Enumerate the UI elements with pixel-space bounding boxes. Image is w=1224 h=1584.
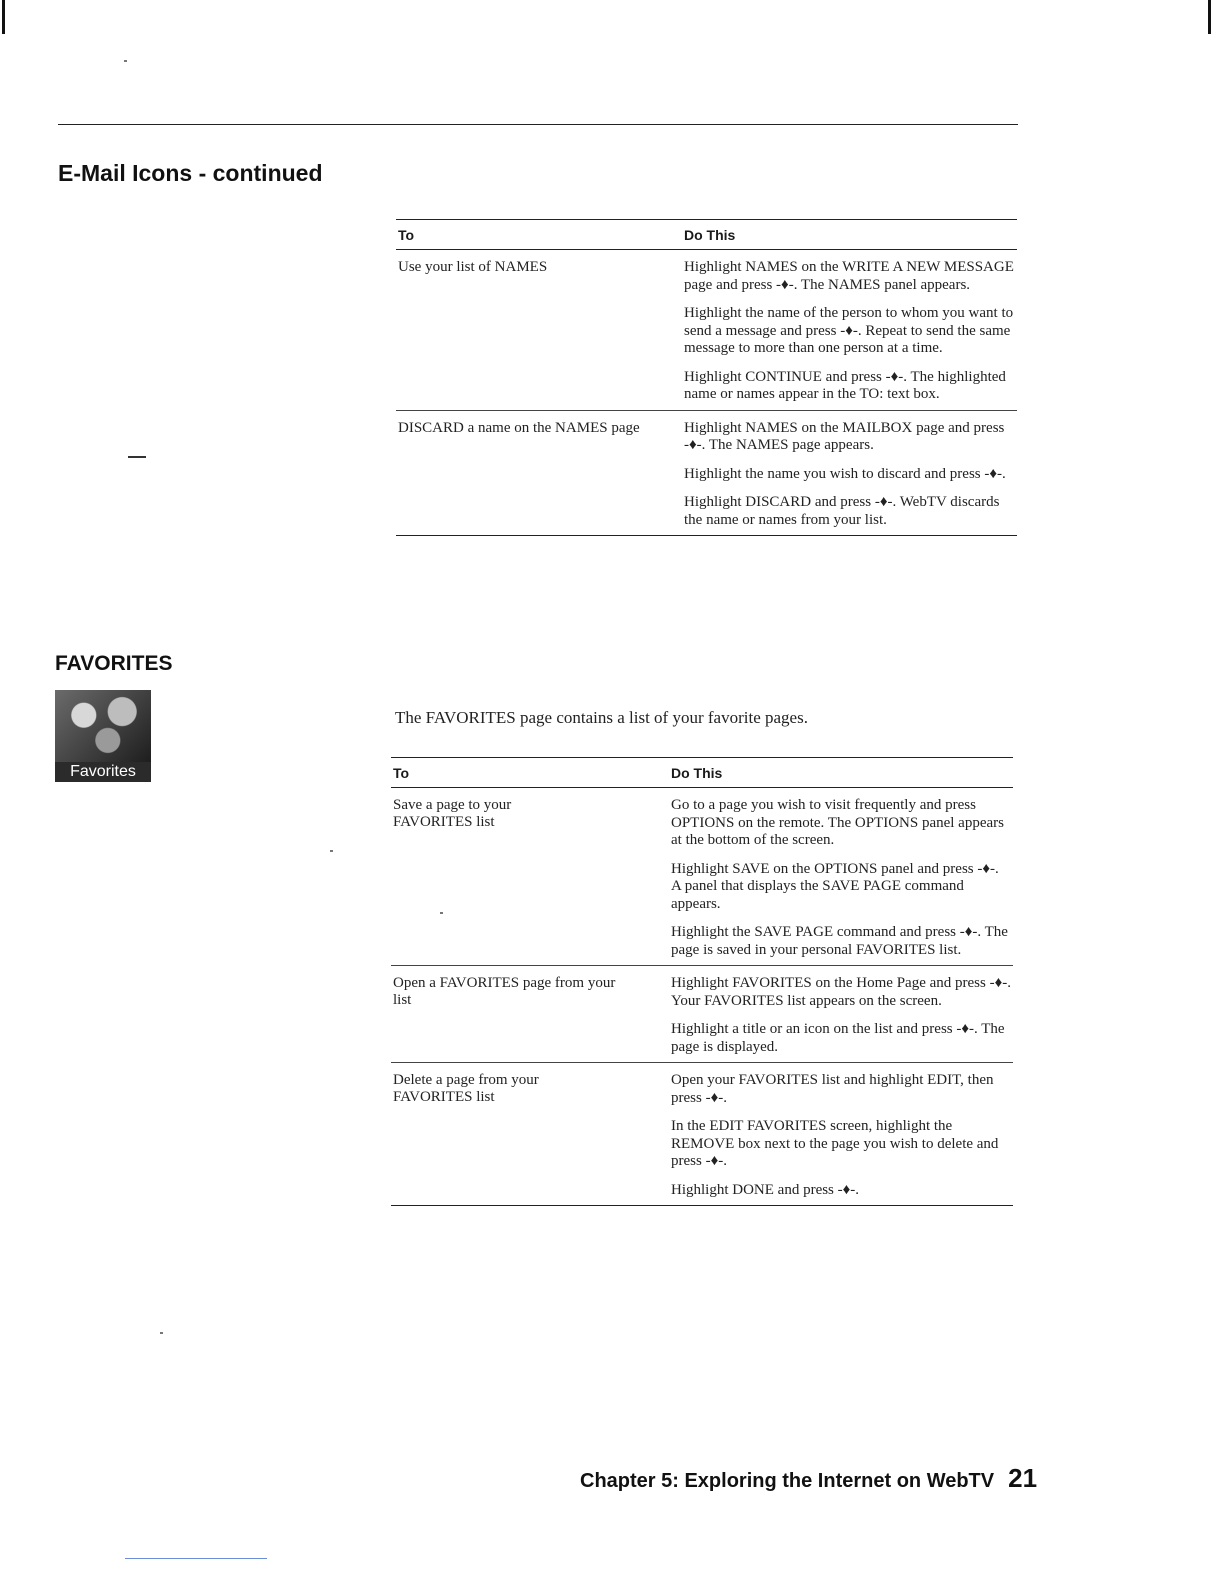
scan-speck bbox=[124, 60, 127, 62]
email-names-table bbox=[396, 219, 1017, 536]
step-text: Highlight DISCARD and press -♦-. WebTV discards the name or names from your list. bbox=[684, 494, 1000, 528]
step-text: Highlight CONTINUE and press -♦-. The highlighted name or names appear in the TO: text box. bbox=[684, 368, 1006, 402]
favorites-icon bbox=[55, 690, 151, 782]
step-text: Highlight SAVE on the OPTIONS panel and press -♦-. A panel that displays the SAVE PAGE command appears. bbox=[671, 860, 999, 912]
favorites-table bbox=[391, 757, 1013, 1206]
table-row bbox=[396, 411, 1017, 537]
step-text: Highlight NAMES on the MAILBOX page and press -♦-. The NAMES page appears. bbox=[684, 419, 1005, 453]
page-footer bbox=[580, 1463, 1037, 1494]
column-header-to: To bbox=[398, 227, 415, 243]
row-task: Delete a page from your FAVORITES list bbox=[393, 1072, 539, 1105]
row-task: Save a page to your FAVORITES list bbox=[393, 797, 512, 830]
step-text: Highlight FAVORITES on the Home Page and press -♦-. Your FAVORITES list appears on the screen. bbox=[671, 975, 1011, 1009]
table-row bbox=[396, 250, 1017, 411]
step-text: Highlight DONE and press -♦-. bbox=[671, 1181, 860, 1198]
page-number: 21 bbox=[1008, 1463, 1038, 1493]
step-text: Highlight the name you wish to discard and press -♦-. bbox=[684, 465, 1006, 482]
row-steps bbox=[684, 259, 1014, 404]
step-text: Highlight the SAVE PAGE command and press -♦-. The page is saved in your personal FAVORITES list. bbox=[671, 924, 1008, 958]
email-icons-heading: E-Mail Icons - continued bbox=[58, 160, 323, 186]
column-header-to: To bbox=[393, 765, 410, 781]
row-steps bbox=[671, 1072, 1013, 1199]
row-steps bbox=[671, 797, 1011, 959]
row-task: DISCARD a name on the NAMES page bbox=[398, 419, 640, 436]
scan-speck bbox=[330, 850, 333, 852]
bottom-blue-line bbox=[125, 1558, 267, 1559]
step-text: Highlight a title or an icon on the list and press -♦-. The page is displayed. bbox=[671, 1021, 1005, 1055]
step-text: Go to a page you wish to visit frequently and press OPTIONS on the remote. The OPTIONS panel appears at the bottom of the screen. bbox=[671, 797, 1004, 848]
left-edge-mark bbox=[2, 0, 5, 34]
column-header-do-this: Do This bbox=[671, 765, 723, 781]
row-steps bbox=[671, 975, 1011, 1056]
step-text: In the EDIT FAVORITES screen, highlight the REMOVE box next to the page you wish to delete and press -♦-. bbox=[671, 1118, 999, 1169]
row-task: Use your list of NAMES bbox=[398, 259, 548, 275]
favorites-icon-art bbox=[55, 690, 151, 762]
table-row bbox=[391, 966, 1013, 1063]
favorites-intro: The FAVORITES page contains a list of your favorite pages. bbox=[395, 708, 808, 727]
right-edge-mark bbox=[1208, 0, 1211, 34]
table-row bbox=[391, 1063, 1013, 1206]
favorites-icon-label: Favorites bbox=[55, 762, 151, 782]
step-text: Highlight NAMES on the WRITE A NEW MESSAGE page and press -♦-. The NAMES panel appears. bbox=[684, 259, 1014, 293]
step-text: Open your FAVORITES list and highlight EDIT, then press -♦-. bbox=[671, 1072, 994, 1106]
favorites-heading: FAVORITES bbox=[55, 652, 173, 675]
top-rule bbox=[58, 124, 1018, 125]
scan-speck bbox=[128, 456, 146, 458]
row-task: Open a FAVORITES page from your list bbox=[393, 975, 616, 1008]
chapter-title: Chapter 5: Exploring the Internet on WebTV bbox=[580, 1470, 995, 1492]
scan-speck bbox=[160, 1332, 163, 1334]
table-row bbox=[391, 788, 1013, 966]
table-header bbox=[396, 219, 1017, 250]
step-text: Highlight the name of the person to whom you want to send a message and press -♦-. Repeat to send the same message to more than one person at a time. bbox=[684, 305, 1014, 356]
column-header-do-this: Do This bbox=[684, 227, 736, 243]
table-header bbox=[391, 757, 1013, 788]
row-steps bbox=[684, 420, 1014, 530]
